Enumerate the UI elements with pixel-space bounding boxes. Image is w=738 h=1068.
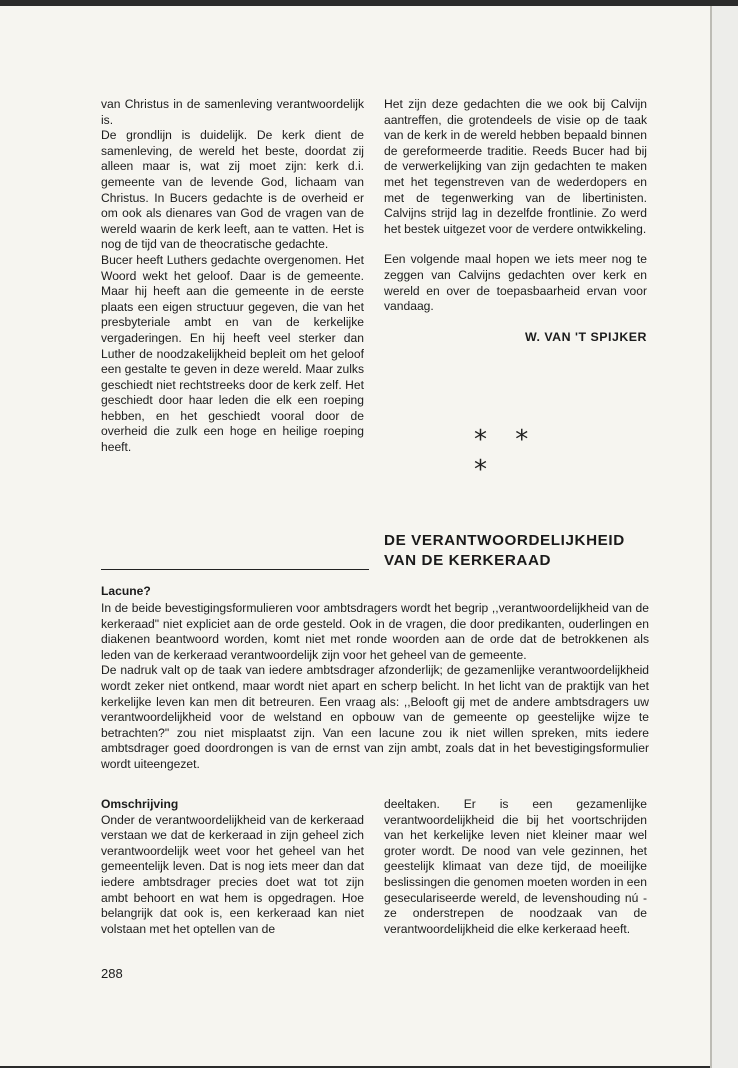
right-column-top <box>384 97 647 345</box>
paragraph: Een volgende maal hopen we iets meer nog te zeggen van Calvijns gedachten over kerk en wereld en over de toepasbaarheid ervan voor vandaag. <box>384 252 647 314</box>
section-separator: * * * <box>474 425 539 485</box>
left-column-top <box>101 97 364 456</box>
paragraph: Onder de verantwoordelijkheid van de kerkeraad verstaan we dat de kerkeraad in zijn geheel zich verantwoordelijk weet voor het geheel van het gemeentelijk leven. Dat is nog iets meer dan dat iedere ambtsdrager precies doet wat tot zijn ambt behoort en wat hem is opgedragen. Hoe belangrijk dat ook is, een kerkeraad kan niet volstaan met het optellen van de <box>101 812 364 936</box>
article-title-line-1: DE VERANTWOORDELIJKHEID <box>384 532 625 549</box>
paragraph: deeltaken. Er is een gezamenlijke verantwoordelijkheid die bij het voortschrijden van het kerkelijke leven niet kleiner maar wel groter wordt. De nood van vele gezinnen, het geestelijk klimaat van deze tijd, de moeilijke beslissingen die genomen moeten worden in een geseculariseerde wereld, de levenshouding nú - ze onderstrepen de noodzaak van de verantwoordelijkheid die elke kerkeraad heeft. <box>384 797 647 936</box>
full-width-text <box>101 601 649 773</box>
paragraph: Het zijn deze gedachten die we ook bij Calvijn aantreffen, die grotendeels de visie op de taak van de kerk in de wereld hebben bepaald binnen de gereformeerde traditie. Reeds Bucer had bij de verwerkelijking van zijn gedachten te maken met het tegenstreven van de wederdopers en met de tegenwerking van de libertinisten. Calvijns strijd lag in dezelfde frontlinie. Zo werd het bestek uitgezet voor de verdere ontwikkeling. <box>384 97 647 236</box>
paragraph: De grondlijn is duidelijk. De kerk dient de samenleving, de wereld het beste, doordat zij alleen maar is, wat zij moet zijn: kerk d.i. gemeente van de levende God, lichaam van Christus. In Bucers gedachte is de overheid er om ook als dienares van God de vragen van de wereld waarin de kerk leeft, aan te vatten. Het is nog de tijd van de theocratische gedachte. <box>101 128 364 252</box>
paragraph: De nadruk valt op de taak van iedere ambtsdrager afzonderlijk; de gezamenlijke verantwoordelijkheid wordt zeker niet ontkend, maar wordt niet apart en scherp belicht. In het licht van de praktijk van het kerkelijke leven kan men dit betreuren. Een vraag als: ,,Belooft gij met de andere ambtsdragers uw verantwoordelijkheid voor de welstand en opbouw van de gemeente op geestelijke wijze te betrachten?" zou niet misplaatst zijn. Van een lacune zou ik niet willen spreken, mits iedere ambtsdrager goed doordrongen is van de ernst van zijn ambt, zoals dat in het bevestigingsformulier wordt uiteengezet. <box>101 663 649 771</box>
article-title <box>384 531 664 571</box>
paragraph: van Christus in de samenleving verantwoordelijk is. <box>101 97 364 127</box>
author-signature: W. VAN 'T SPIJKER <box>524 329 647 344</box>
paragraph: Bucer heeft Luthers gedachte overgenomen. Het Woord wekt het geloof. Daar is de gemeente. Maar hij heeft aan die gemeente in de eerste plaats een eigen structuur gegeven, die van het presbyteriale ambt en van de kerkelijke vergaderingen. En hij heeft veel sterker dan Luther de noodzakelijkheid bepleit om het geloof een gestalte te geven in deze wereld. Maar zulks geschiedt niet rechtstreeks door de kerk zelf. Het geschiedt door haar leden die elk een roeping hebben, en het geschiedt vooral door de overheid die zulk een hoge en heilige roeping heeft. <box>101 252 364 455</box>
paragraph: In de beide bevestigingsformulieren voor ambtsdragers wordt het begrip ,,verantwoordelijkheid van de kerkeraad" niet expliciet aan de orde gesteld. Ook in de vragen, die door predikanten, ouderlingen en diakenen beantwoord worden, komt niet met ronde woorden aan de orde dat de betrokkenen als leden van de kerkeraad verantwoordelijk zijn voor het geheel van de gemeente. <box>101 601 649 662</box>
left-column-bottom <box>101 797 364 937</box>
next-page-edge <box>712 6 738 1068</box>
page-number: 288 <box>101 966 123 981</box>
subheading-lacune: Lacune? <box>101 584 151 598</box>
article-title-line-2: VAN DE KERKERAAD <box>384 552 552 569</box>
title-rule <box>101 569 369 570</box>
right-column-bottom <box>384 797 647 937</box>
subheading-omschrijving: Omschrijving <box>101 797 179 811</box>
